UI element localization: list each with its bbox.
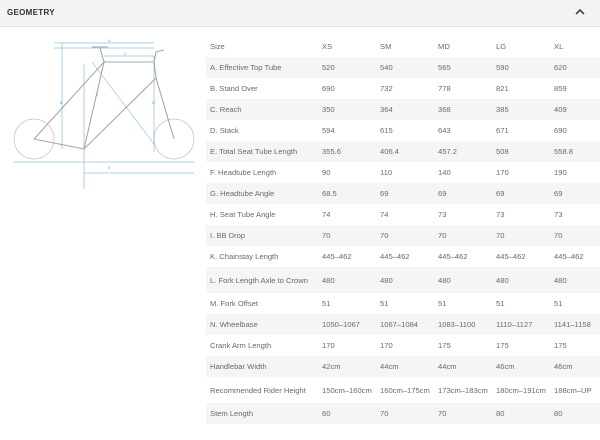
row-value: 80 <box>492 403 550 424</box>
row-value: 110 <box>380 168 393 177</box>
row-label: C. Reach <box>206 99 318 120</box>
section-title: GEOMETRY <box>7 8 55 17</box>
row-value: 44cm <box>434 356 492 377</box>
row-label: I. BB Drop <box>206 225 318 246</box>
row-value: 732 <box>380 84 393 93</box>
table-row <box>206 78 600 99</box>
row-value: 1141–1158 <box>550 314 600 335</box>
table-row <box>206 267 600 293</box>
handlebar <box>154 50 164 62</box>
label-reach: C <box>124 51 127 56</box>
row-value: 175 <box>554 341 567 350</box>
table-row <box>206 246 600 267</box>
row-value: XS <box>322 42 333 51</box>
row-value: 46cm <box>492 356 550 377</box>
table-row <box>206 162 600 183</box>
row-label: Stem Length <box>206 403 318 424</box>
geometry-table-body <box>206 36 600 424</box>
row-value: 690 <box>322 84 335 93</box>
row-value: 690 <box>554 126 567 135</box>
row-label: D. Stack <box>210 126 239 135</box>
row-label: N. Wheelbase <box>206 314 318 335</box>
row-value: 51 <box>554 299 563 308</box>
fork <box>156 78 174 139</box>
row-value: 173cm–183cm <box>438 385 488 395</box>
row-value: 445–462 <box>380 252 410 261</box>
label-stack: D <box>152 100 155 105</box>
row-label: Crank Arm Length <box>210 341 272 350</box>
table-header-row <box>206 36 600 57</box>
row-value: 508 <box>492 141 550 162</box>
row-value: 590 <box>492 57 550 78</box>
table-row <box>206 57 600 78</box>
row-value: 170 <box>496 168 509 177</box>
row-value: 520 <box>318 57 376 78</box>
row-value: 44cm <box>376 356 434 377</box>
row-value: 778 <box>438 84 451 93</box>
row-value: 480 <box>318 267 376 293</box>
row-value: 175 <box>438 341 451 350</box>
row-value: 643 <box>438 126 451 135</box>
row-label: Recommended Rider Height <box>210 385 306 395</box>
frame-main-triangle <box>84 62 156 149</box>
chevron-up-icon[interactable] <box>572 4 588 20</box>
row-value: 70 <box>434 403 492 424</box>
row-label: G. Headtube Angle <box>206 183 318 204</box>
row-value: 671 <box>496 126 509 135</box>
row-value: 73 <box>438 210 447 219</box>
row-value: 51 <box>322 299 331 308</box>
label-top-tube: A <box>108 38 111 43</box>
row-label: Size <box>210 42 225 51</box>
row-value: 90 <box>322 168 331 177</box>
row-value: 859 <box>554 84 567 93</box>
bike-geometry-diagram <box>4 34 204 194</box>
row-value: 821 <box>496 84 509 93</box>
label-stand-over: B <box>60 100 63 105</box>
row-value: 480 <box>492 267 550 293</box>
row-label: M. Fork Offset <box>210 299 258 308</box>
row-value: 74 <box>322 210 331 219</box>
row-value: 620 <box>550 57 600 78</box>
row-value: 364 <box>376 99 434 120</box>
label-seat-tube-2: E <box>108 165 111 170</box>
row-value: 70 <box>550 225 600 246</box>
table-row <box>206 141 600 162</box>
row-value: 445–462 <box>322 252 352 261</box>
row-value: 368 <box>434 99 492 120</box>
row-value: 150cm–160cm <box>322 385 372 395</box>
row-value: 480 <box>434 267 492 293</box>
table-row <box>206 120 600 141</box>
row-value: 170 <box>380 341 393 350</box>
row-value: XL <box>554 42 564 51</box>
row-value: 350 <box>318 99 376 120</box>
row-value: SM <box>380 42 392 51</box>
row-value: 594 <box>322 126 335 135</box>
table-row <box>206 204 600 225</box>
row-value: 565 <box>434 57 492 78</box>
row-value: 70 <box>376 225 434 246</box>
row-value: 1067–1084 <box>376 314 434 335</box>
label-seat-tube: E <box>96 92 99 97</box>
row-value: 69 <box>434 183 492 204</box>
row-value: 385 <box>492 99 550 120</box>
row-label: E. Total Seat Tube Length <box>206 141 318 162</box>
row-value: 42cm <box>318 356 376 377</box>
row-value: 175 <box>496 341 509 350</box>
row-value: 457.2 <box>434 141 492 162</box>
row-value: 480 <box>550 267 600 293</box>
frame-rear-triangle <box>34 62 104 149</box>
row-value: 409 <box>550 99 600 120</box>
row-value: 445–462 <box>554 252 584 261</box>
row-value: LG <box>496 42 507 51</box>
row-value: 1083–1100 <box>434 314 492 335</box>
table-row <box>206 377 600 403</box>
row-value: 140 <box>438 168 451 177</box>
row-value: 355.6 <box>318 141 376 162</box>
row-value: 180cm–191cm <box>496 385 546 395</box>
row-value: 445–462 <box>438 252 468 261</box>
row-value: 160cm–175cm <box>380 385 430 395</box>
table-row <box>206 293 600 314</box>
row-value: 170 <box>322 341 335 350</box>
table-row <box>206 183 600 204</box>
row-value: 74 <box>380 210 389 219</box>
row-value: 480 <box>376 267 434 293</box>
row-value: 68.5 <box>318 183 376 204</box>
row-value: 406.4 <box>376 141 434 162</box>
row-label: H. Seat Tube Angle <box>210 210 276 219</box>
row-value: 188cm–UP <box>554 385 592 395</box>
row-value: 70 <box>434 225 492 246</box>
table-row <box>206 356 600 377</box>
row-label: Handlebar Width <box>206 356 318 377</box>
row-value: 190 <box>554 168 567 177</box>
row-value: MD <box>438 42 450 51</box>
row-value: 51 <box>380 299 389 308</box>
geometry-table <box>206 36 600 424</box>
row-label: A. Effective Top Tube <box>206 57 318 78</box>
row-label: K. Chainstay Length <box>210 252 279 261</box>
row-value: 46cm <box>550 356 600 377</box>
row-value: 69 <box>550 183 600 204</box>
row-value: 51 <box>438 299 447 308</box>
row-value: 69 <box>492 183 550 204</box>
row-label: F. Headtube Length <box>210 168 277 177</box>
seat-post <box>100 48 104 62</box>
row-label: B. Stand Over <box>210 84 258 93</box>
row-value: 70 <box>318 225 376 246</box>
row-value: 1110–1127 <box>492 314 550 335</box>
row-value: 540 <box>376 57 434 78</box>
row-value: 73 <box>554 210 563 219</box>
row-value: 70 <box>492 225 550 246</box>
row-value: 60 <box>318 403 376 424</box>
row-value: 615 <box>380 126 393 135</box>
row-value: 70 <box>376 403 434 424</box>
table-row <box>206 314 600 335</box>
table-row <box>206 225 600 246</box>
row-value: 69 <box>376 183 434 204</box>
geometry-section-header[interactable] <box>0 0 600 27</box>
row-value: 80 <box>550 403 600 424</box>
row-value: 51 <box>496 299 505 308</box>
row-value: 558.8 <box>550 141 600 162</box>
row-value: 445–462 <box>496 252 526 261</box>
table-row <box>206 335 600 356</box>
table-row <box>206 99 600 120</box>
row-value: 73 <box>496 210 505 219</box>
table-row <box>206 403 600 424</box>
row-value: 1050–1067 <box>318 314 376 335</box>
row-label: L. Fork Length Axle to Crown <box>206 267 318 293</box>
